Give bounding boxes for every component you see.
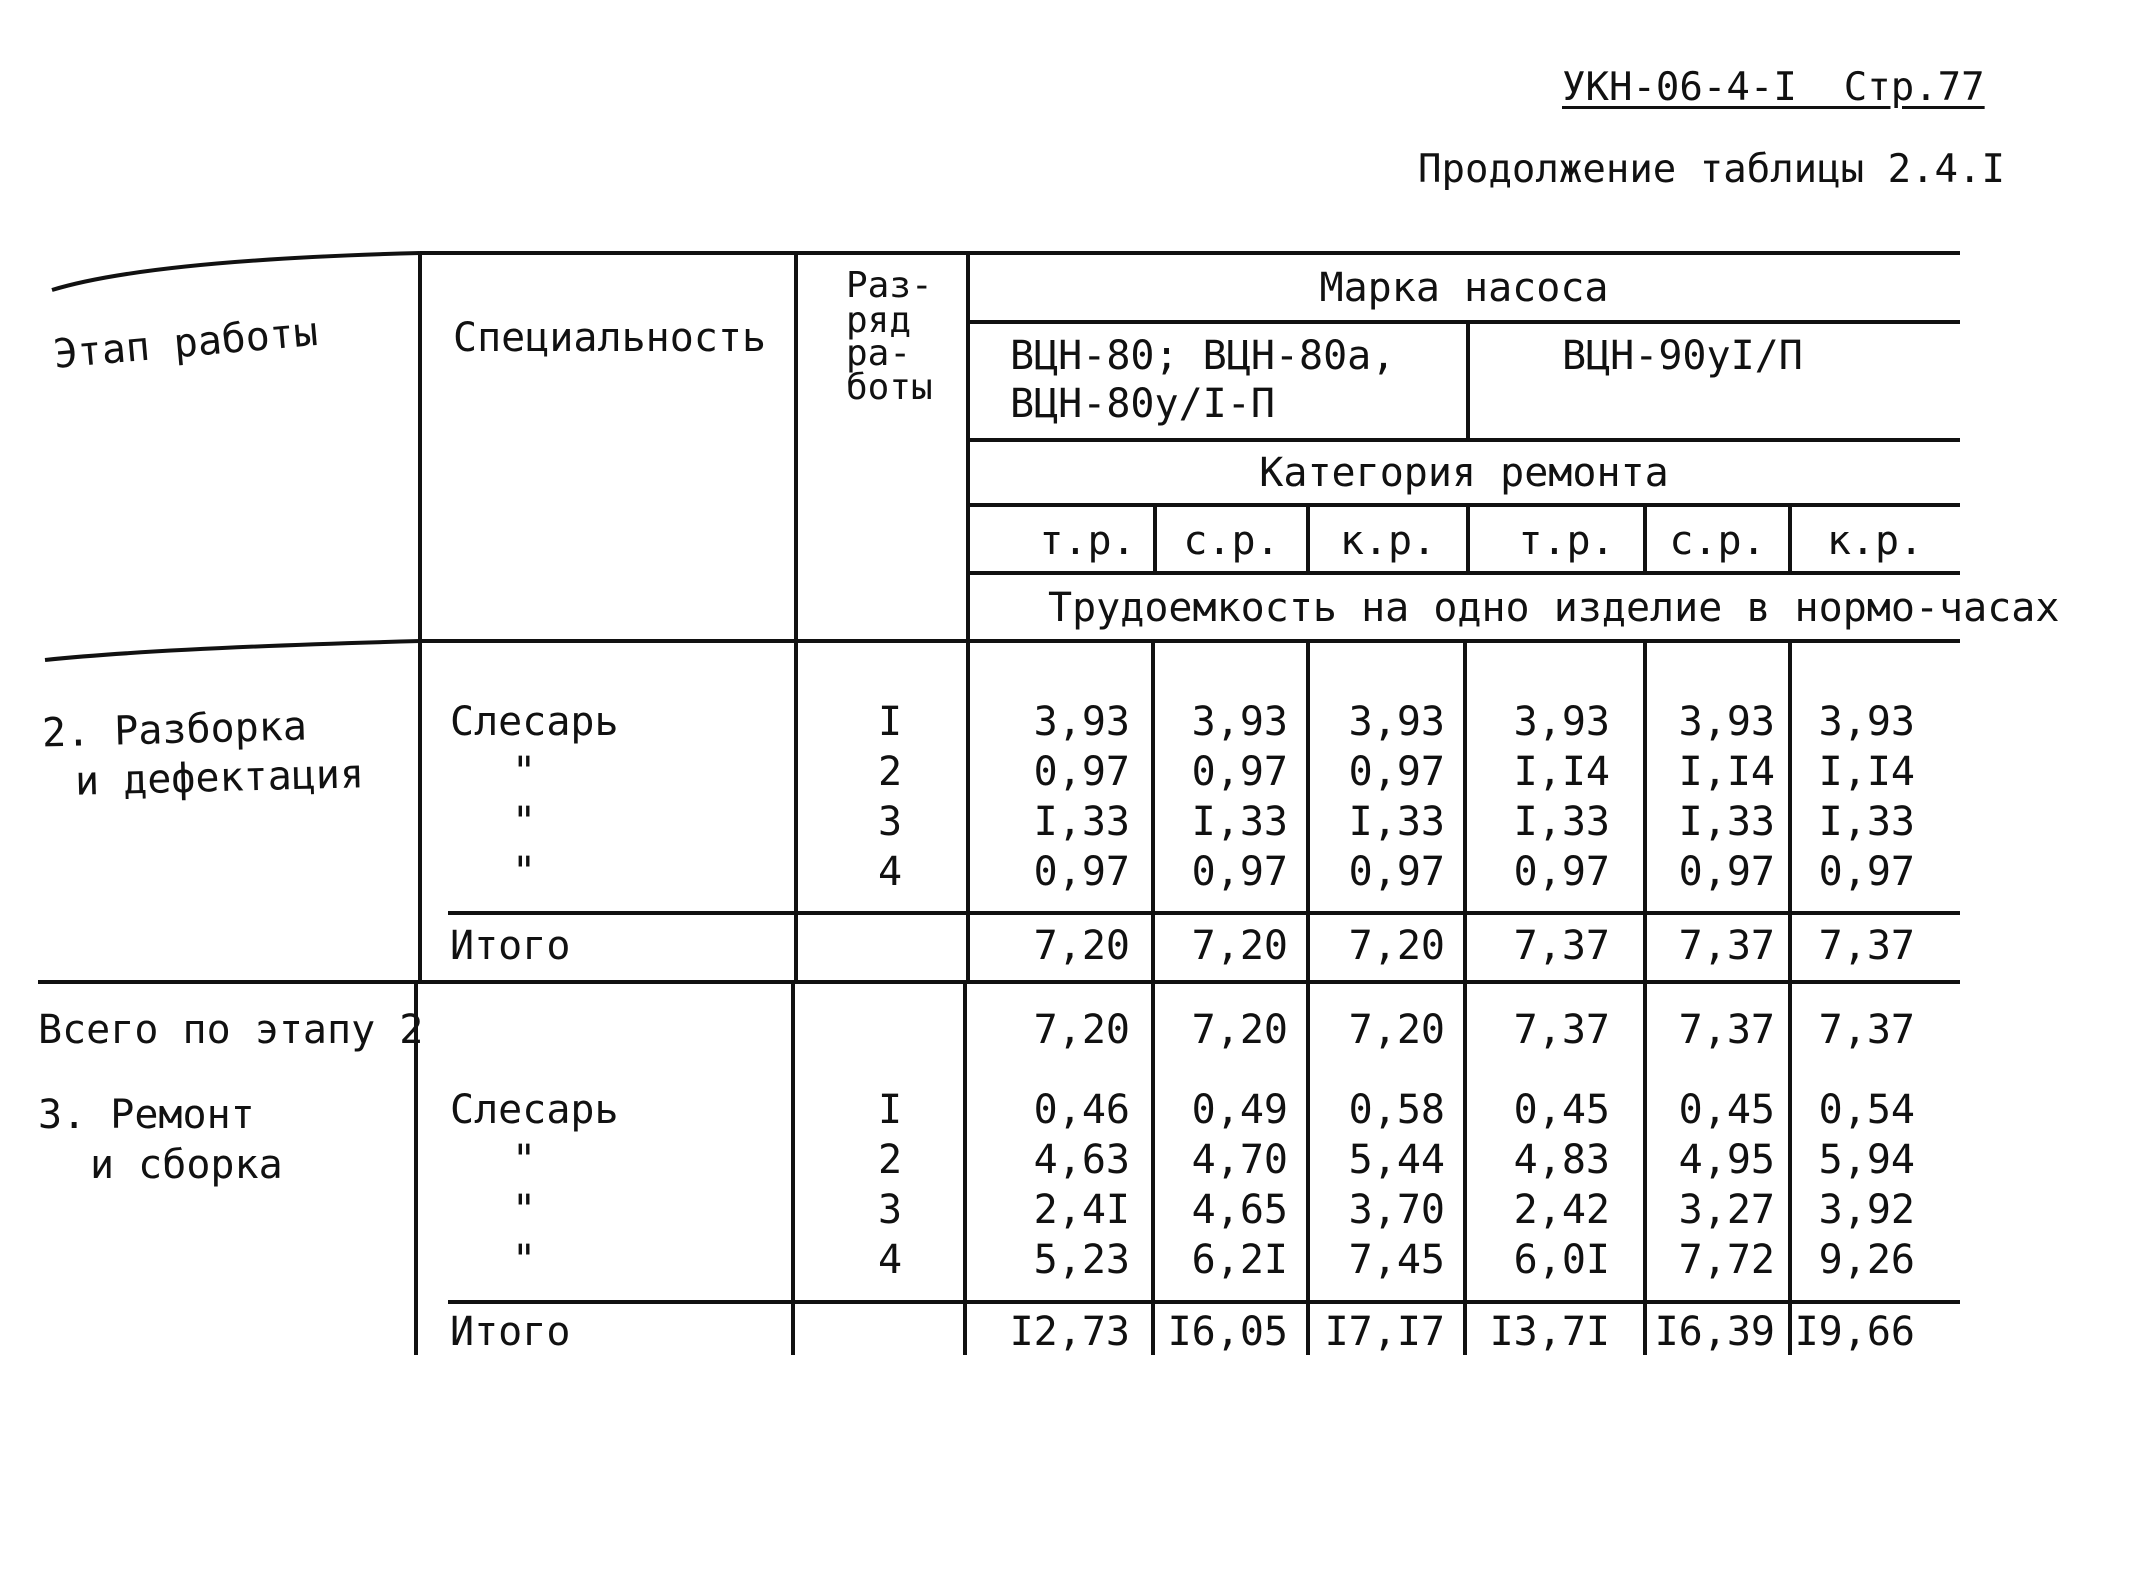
table-caption: Продолжение таблицы 2.4.I [1418,147,2005,192]
stage3-row-value: 0,45 [1513,1087,1610,1133]
stage2-title-line2: и дефектация [74,751,365,805]
stage2-total-value: 7,37 [1513,923,1610,969]
stage3-row-value: 0,45 [1678,1087,1775,1133]
stage2-row-specialty: Слесарь [450,699,619,745]
stage3-row-value: 0,58 [1348,1087,1445,1133]
stage3-row-value: 4,70 [1191,1137,1288,1183]
stage3-row-value: 6,2I [1191,1237,1288,1283]
stage2-row-value: 3,93 [1033,699,1130,745]
stage3-total-value: I6,05 [1167,1309,1288,1355]
stage3-row-value: 6,0I [1513,1237,1610,1283]
stage2-row-grade: I [877,699,903,745]
stage2-grand-value: 7,20 [1033,1007,1130,1053]
stage2-row-value: I,I4 [1513,749,1610,795]
stage2-row-specialty: " [512,799,537,845]
stage2-row-value: 3,93 [1191,699,1288,745]
stage3-row-value: 4,63 [1033,1137,1130,1183]
stage2-grand-label: Всего по этапу 2 [38,1007,424,1053]
stage2-row-specialty: " [512,749,537,795]
stage2-row-grade: 2 [877,749,903,795]
header-category-1: т.р. [1039,518,1136,564]
stage2-row-value: I,33 [1033,799,1130,845]
stage3-total-label: Итого [450,1309,571,1355]
stage2-row-value: I,33 [1818,799,1915,845]
stage2-row-value: 0,97 [1033,849,1130,895]
stage2-grand-value: 7,37 [1513,1007,1610,1053]
stage2-row-value: 3,93 [1513,699,1610,745]
stage3-row-value: 5,94 [1818,1137,1915,1183]
stage2-row-value: 0,97 [1348,749,1445,795]
header-category-6: к.р. [1826,518,1924,564]
header-stage: Этап работы [51,308,320,378]
header-grade-4: боты [846,367,933,408]
stage3-row-value: 0,49 [1191,1087,1288,1133]
header-labor: Трудоемкость на одно изделие в нормо-часах [1048,585,2060,631]
stage3-row-specialty: " [512,1137,537,1183]
header-category-2: с.р. [1183,518,1280,564]
stage3-row-value: 3,92 [1818,1187,1915,1233]
stage3-total-value: I6,39 [1654,1309,1775,1355]
header-specialty: Специальность [453,315,767,361]
header-brand-group1-line2: ВЦН-80у/I-П [1010,381,1275,427]
stage3-total-value: I3,7I [1489,1309,1610,1355]
stage3-total-value: I9,66 [1794,1309,1915,1355]
stage3-row-value: 5,44 [1348,1137,1445,1183]
stage3-row-value: 5,23 [1033,1237,1130,1283]
stage2-grand-value: 7,20 [1191,1007,1288,1053]
header-category-5: с.р. [1669,518,1766,564]
stage3-row-specialty: " [512,1237,537,1283]
stage3-row-value: 4,83 [1513,1137,1610,1183]
header-grade-1: Раз- [846,265,933,306]
header-category-3: к.р. [1339,518,1437,564]
stage3-row-grade: 4 [877,1237,903,1283]
stage3-row-value: 3,27 [1678,1187,1775,1233]
stage2-title-line1: 2. Разборка [41,703,308,757]
stage3-row-specialty: " [512,1187,537,1233]
stage3-total-value: I2,73 [1009,1309,1130,1355]
stage2-grand-value: 7,37 [1678,1007,1775,1053]
stage2-row-grade: 3 [877,799,903,845]
stage3-row-value: 9,26 [1818,1237,1915,1283]
header-brand-group2: ВЦН-90уI/П [1562,333,1803,379]
stage2-total-value: 7,20 [1033,923,1130,969]
document-code: УКН-06-4-I Стр.77 [1562,65,1985,110]
stage3-row-specialty: Слесарь [450,1087,619,1133]
stage2-row-value: 0,97 [1033,749,1130,795]
stage2-row-value: 3,93 [1348,699,1445,745]
stage2-row-value: 0,97 [1513,849,1610,895]
stage2-total-value: 7,20 [1348,923,1445,969]
stage3-row-grade: 2 [877,1137,903,1183]
stage2-row-value: 0,97 [1818,849,1915,895]
header-repair-category: Категория ремонта [1259,450,1669,496]
stage2-grand-value: 7,20 [1348,1007,1445,1053]
stage2-total-value: 7,37 [1818,923,1915,969]
stage3-title-line1: 3. Ремонт [38,1092,255,1138]
stage2-row-value: I,33 [1513,799,1610,845]
stage3-row-value: 4,65 [1191,1187,1288,1233]
stage2-total-value: 7,37 [1678,923,1775,969]
stage2-row-value: I,33 [1678,799,1775,845]
stage3-row-grade: 3 [877,1187,903,1233]
stage2-row-grade: 4 [877,849,903,895]
stage2-row-value: 3,93 [1818,699,1915,745]
stage3-row-value: 2,42 [1513,1187,1610,1233]
stage3-title-line2: и сборка [90,1142,283,1188]
stage3-total-value: I7,I7 [1324,1309,1445,1355]
stage2-row-value: I,33 [1191,799,1288,845]
stage2-row-value: I,33 [1348,799,1445,845]
stage2-row-value: 0,97 [1678,849,1775,895]
header-brand-group1-line1: ВЦН-80; ВЦН-80а, [1010,333,1396,379]
header-grade-3: ра- [846,333,912,374]
stage3-row-value: 2,4I [1033,1187,1130,1233]
stage3-row-value: 7,45 [1348,1237,1445,1283]
stage3-row-grade: I [877,1087,903,1133]
stage2-total-label: Итого [450,923,571,969]
stage3-row-value: 0,54 [1818,1087,1915,1133]
stage2-row-value: I,I4 [1818,749,1915,795]
stage2-grand-value: 7,37 [1818,1007,1915,1053]
stage3-row-value: 4,95 [1678,1137,1775,1183]
stage2-total-value: 7,20 [1191,923,1288,969]
header-grade-2: ряд [846,300,912,341]
header-pump-brand: Марка насоса [1319,265,1609,311]
header-category-4: т.р. [1518,518,1615,564]
stage2-row-specialty: " [512,849,537,895]
stage2-row-value: I,I4 [1678,749,1775,795]
stage2-row-value: 0,97 [1191,749,1288,795]
stage2-row-value: 0,97 [1348,849,1445,895]
stage3-row-value: 7,72 [1678,1237,1775,1283]
stage2-row-value: 0,97 [1191,849,1288,895]
stage3-row-value: 0,46 [1033,1087,1130,1133]
stage2-row-value: 3,93 [1678,699,1775,745]
stage3-row-value: 3,70 [1348,1187,1445,1233]
